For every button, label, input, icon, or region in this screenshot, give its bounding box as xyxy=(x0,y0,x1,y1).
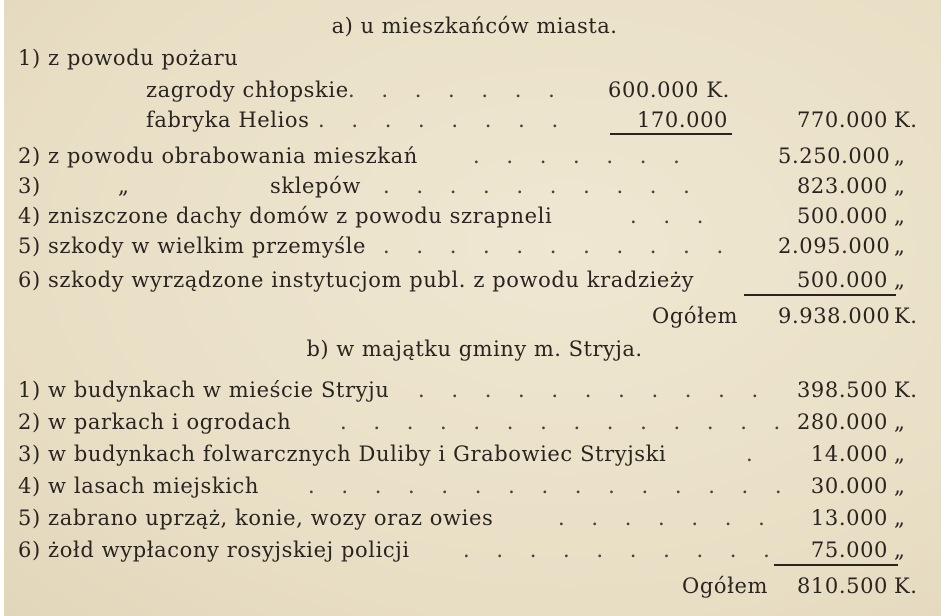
b-row-2: 2) w parkach i ogrodach . . . . . . . . . . . . . . 280.000 „ xyxy=(18,410,906,434)
total-unit: K. xyxy=(894,574,918,598)
row-total: 500.000 xyxy=(796,268,888,292)
row-label: 2) w parkach i ogrodach xyxy=(18,410,292,434)
row-label: 3) xyxy=(18,174,41,198)
row-unit: K. xyxy=(894,108,918,132)
underline xyxy=(744,294,896,296)
row-value: 170.000 xyxy=(636,108,728,132)
b-row-5: 5) zabrano uprząż, konie, wozy oraz owies . . . . . . . 13.000 „ xyxy=(18,506,906,530)
row-total: 5.250.000 xyxy=(778,144,891,168)
b-row-3: 3) w budynkach folwarcznych Duliby i Grabowiec Stryjski . 14.000 „ xyxy=(18,442,906,466)
row-unit: K. xyxy=(894,378,918,402)
a-row-1a: zagrody chłopskie . . . . . . . 600.000 K. xyxy=(146,78,730,102)
row-label: 4) w lasach miejskich xyxy=(18,474,260,498)
total-b xyxy=(18,574,923,604)
total-unit: K. xyxy=(894,304,918,328)
row-label: 6) szkody wyrządzone instytucjom publ. z powodu kradzieży xyxy=(18,268,695,292)
row-unit: „ xyxy=(894,538,906,562)
b-row-1: 1) w budynkach w mieście Stryju . . . . . . . . . . . 398.500 K. xyxy=(18,378,918,402)
row-total: 280.000 xyxy=(796,410,888,434)
underline xyxy=(774,564,898,566)
a-row-5: 5) szkody w wielkim przemyśle . . . . . . . . . . . 2.095.000 „ xyxy=(18,234,906,258)
row-unit: „ xyxy=(894,410,906,434)
row-total: 2.095.000 xyxy=(778,234,891,258)
row-total: 30.000 xyxy=(810,474,888,498)
a-row-3: 3) „ sklepów . . . . . . . . . . 823.000 „ xyxy=(18,174,906,198)
row-total: 500.000 xyxy=(796,204,888,228)
section-b-heading: b) w majątku gminy m. Stryja. xyxy=(306,337,643,361)
b-row-6: 6) żołd wypłacony rosyjskiej policji . . . . . . . . . . 75.000 „ xyxy=(18,538,906,562)
total-value: 810.500 xyxy=(796,574,888,598)
row-label-2: sklepów xyxy=(270,174,361,198)
row-unit: „ xyxy=(894,204,906,228)
a-row-4: 4) zniszczone dachy domów z powodu szrapneli . . . 500.000 „ xyxy=(18,204,906,228)
row-total: 823.000 xyxy=(796,174,888,198)
row-total: 770.000 xyxy=(796,108,888,132)
total-label: Ogółem xyxy=(652,304,739,328)
a-row-1 xyxy=(18,46,923,76)
row-unit: „ xyxy=(894,506,906,530)
row-unit: „ xyxy=(894,234,906,258)
underline xyxy=(610,133,732,135)
a-row-1b: fabryka Helios . . . . . . . . 170.000 770.000 K. xyxy=(146,108,918,132)
row-unit: „ xyxy=(894,268,906,292)
row-unit: „ xyxy=(894,174,906,198)
row-label: 6) żołd wypłacony rosyjskiej policji xyxy=(18,538,410,562)
row-label: 3) w budynkach folwarcznych Duliby i Grabowiec Stryjski xyxy=(18,442,667,466)
row-label: 5) zabrano uprząż, konie, wozy oraz owies xyxy=(18,506,494,530)
row-total: 13.000 xyxy=(810,506,888,530)
row-label: 1) w budynkach w mieście Stryju xyxy=(18,378,390,402)
row-value: 600.000 K. xyxy=(608,78,730,102)
section-a-heading: a) u mieszkańców miasta. xyxy=(331,14,618,38)
row-label: 2) z powodu obrabowania mieszkań xyxy=(18,144,418,168)
b-row-4: 4) w lasach miejskich . . . . . . . . . . . . . . . 30.000 „ xyxy=(18,474,906,498)
row-total: 14.000 xyxy=(810,442,888,466)
row-total: 398.500 xyxy=(796,378,888,402)
total-a xyxy=(18,304,923,334)
row-label: 5) szkody w wielkim przemyśle xyxy=(18,234,367,258)
row-label: 4) zniszczone dachy domów z powodu szrapneli xyxy=(18,204,553,228)
total-value: 9.938.000 xyxy=(778,304,891,328)
row-label: zagrody chłopskie xyxy=(146,78,349,102)
row-unit: „ xyxy=(894,144,906,168)
row-label: fabryka Helios xyxy=(146,108,310,132)
ditto-mark: „ xyxy=(118,174,130,198)
total-label: Ogółem xyxy=(682,574,769,598)
row-unit: „ xyxy=(894,442,906,466)
row-label: 1) z powodu pożaru xyxy=(18,46,239,70)
a-row-2: 2) z powodu obrabowania mieszkań . . . . . . . 5.250.000 „ xyxy=(18,144,906,168)
row-unit: „ xyxy=(894,474,906,498)
row-total: 75.000 xyxy=(810,538,888,562)
